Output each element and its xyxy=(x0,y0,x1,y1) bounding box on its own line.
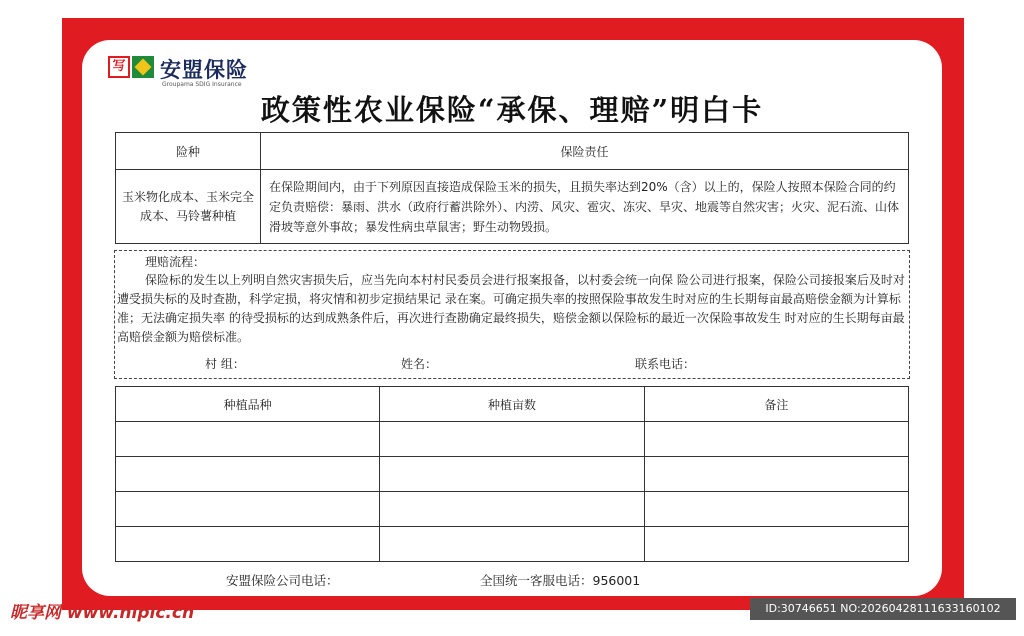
table-cell[interactable] xyxy=(644,457,908,492)
logo-name: 安盟保险 xyxy=(160,58,248,82)
hotline-text: 全国统一客服电话：956001 xyxy=(480,573,641,588)
watermark-id: ID:30746651 NO:20260428111633160102 xyxy=(750,598,1016,620)
coverage-row xyxy=(116,170,909,244)
table-cell[interactable] xyxy=(116,422,380,457)
header-insurance-type: 险种 xyxy=(116,133,261,170)
table-cell[interactable] xyxy=(116,527,380,562)
logo-mark-icon xyxy=(108,56,154,80)
header-crop-variety: 种植品种 xyxy=(116,387,380,422)
coverage-header-row xyxy=(116,133,909,170)
table-cell[interactable] xyxy=(116,457,380,492)
logo-subtitle: Groupama SDIG Insurance xyxy=(162,81,242,88)
insurance-type-cell: 玉米物化成本、玉米完全成本、马铃薯种植 xyxy=(116,170,261,244)
planting-header-row xyxy=(116,387,909,422)
field-phone: 联系电话： xyxy=(635,357,696,371)
header-planted-area: 种植亩数 xyxy=(380,387,644,422)
field-village-group: 村 组： xyxy=(205,357,245,371)
table-cell[interactable] xyxy=(644,527,908,562)
table-row xyxy=(116,492,909,527)
company-logo xyxy=(108,52,258,92)
table-cell[interactable] xyxy=(380,422,644,457)
logo-mark-green xyxy=(132,56,154,78)
coverage-table xyxy=(115,132,909,244)
field-name: 姓名： xyxy=(401,357,438,371)
claims-process-text: 保险标的发生以上列明自然灾害损失后，应当先向本村村民委员会进行报案报备，以村委会统一向保 险公司进行报案，保险公司接报案后及时对遭受损失标的及时查勘，科学定损，将灾情和初步定损结果记 录在案。可确定损失率的按照保险事故发生时对应的生长期每亩最高赔偿金额为计算标准；无法确定损失率 的待受损标的达到成熟条件后，再次进行查勘确定最终损失，赔偿金额以保险标的最近一次保险事故发生 时对应的生长期每亩最高赔偿金额为赔偿标准。 xyxy=(117,273,905,344)
company-phone-label: 安盟保险公司电话： xyxy=(226,573,339,588)
header-remarks: 备注 xyxy=(644,387,908,422)
table-cell[interactable] xyxy=(380,457,644,492)
table-cell[interactable] xyxy=(380,492,644,527)
table-row xyxy=(116,422,909,457)
claims-process-box xyxy=(114,250,910,379)
logo-mark-red: 写 xyxy=(108,56,130,78)
liability-cell: 在保险期间内，由于下列原因直接造成保险玉米的损失，且损失率达到20%（含）以上的，保险人按照本保险合同的约定负责赔偿：暴雨、洪水（政府行蓄洪除外）、内涝、风灾、雹灾、冻灾、旱灾、地震等自然灾害；火灾、泥石流、山体滑坡等意外事故；暴发性病虫草鼠害；野生动物毁损。 xyxy=(261,170,909,244)
page-title: 政策性农业保险“承保、理赔”明白卡 xyxy=(260,93,764,127)
table-row xyxy=(116,527,909,562)
table-cell[interactable] xyxy=(380,527,644,562)
table-cell[interactable] xyxy=(644,422,908,457)
table-cell[interactable] xyxy=(116,492,380,527)
header-liability: 保险责任 xyxy=(261,133,909,170)
table-row xyxy=(116,457,909,492)
table-cell[interactable] xyxy=(644,492,908,527)
planting-table xyxy=(115,386,909,562)
watermark-site: 昵享网 www.nipic.cn xyxy=(10,603,195,623)
claims-process-heading: 理赔流程： xyxy=(145,255,206,269)
